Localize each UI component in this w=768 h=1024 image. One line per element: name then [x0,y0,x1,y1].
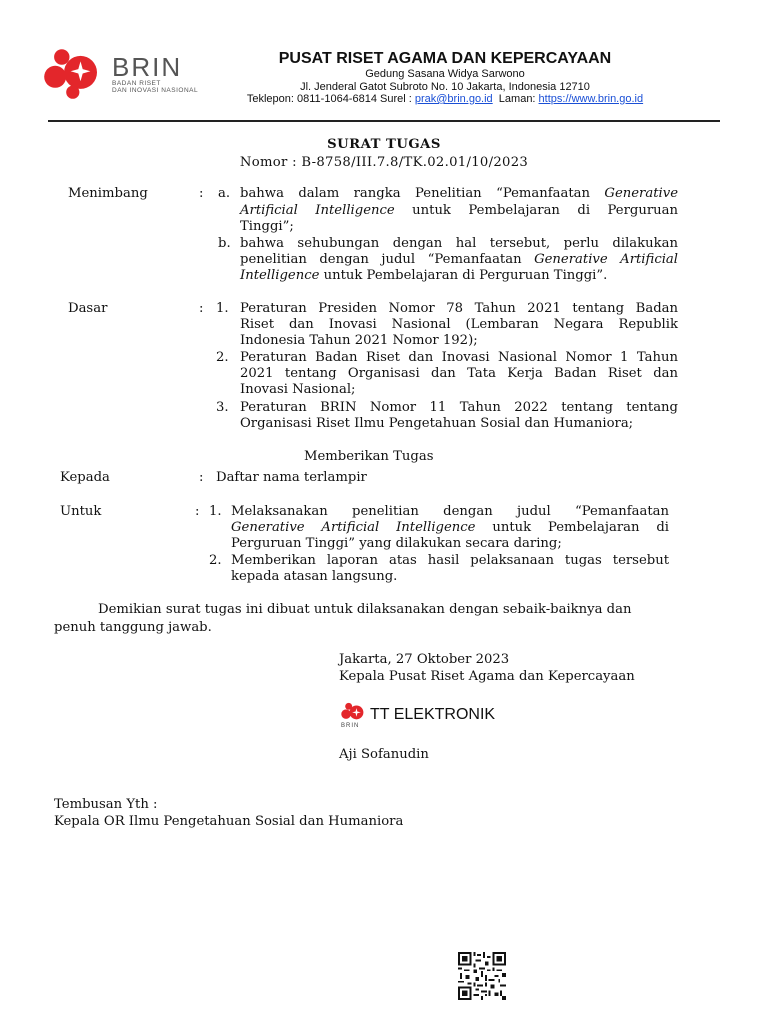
logo-subtitle-line-1: BADAN RISET [112,80,161,87]
web-label: Laman: [492,93,539,105]
dasar-2-line-3: Inovasi Nasional; [240,382,356,397]
text-span: untuk Pembelajaran di [475,520,669,535]
phone-text: Teklepon: 0811-1064-6814 Surel : [246,93,415,105]
dasar-1-line-2: Riset dan Inovasi Nasional (Lembaran Negara Republik [240,317,678,332]
building-name: Gedung Sasana Widya Sarwono [365,68,525,80]
dasar-label: Dasar [68,301,108,316]
menimbang-a-marker: a. [218,186,231,201]
untuk-label: Untuk [60,504,102,519]
signatory-position: Kepala Pusat Riset Agama dan Kepercayaan [339,669,635,684]
dasar-1-line-1: Peraturan Presiden Nomor 78 Tahun 2021 tentang Badan [240,301,678,316]
untuk-1-line-1: Melaksanakan penelitian dengan judul “Pemanfaatan [231,504,669,519]
tte-text: TT ELEKTRONIK [370,706,496,723]
menimbang-a-line-2 [240,203,678,220]
menimbang-b-line-2 [240,252,678,269]
italic-span: Generative Artificial Intelligence [231,520,476,535]
dasar-2-line-1: Peraturan Badan Riset dan Inovasi Nasional Nomor 1 Tahun [240,350,678,365]
italic-span: Generative Artificial [534,252,678,267]
dasar-2-marker: 2. [216,350,229,365]
dasar-3-line-1: Peraturan BRIN Nomor 11 Tahun 2022 tentang tentang [240,400,678,415]
dasar-3-line-2: Organisasi Riset Ilmu Pengetahuan Sosial dan Humaniora; [240,416,634,431]
menimbang-a-line-1 [240,186,678,203]
untuk-2-line-1: Memberikan laporan atas hasil pelaksanaan tugas tersebut [231,553,669,568]
text-span: untuk Pembelajaran di Perguruan [394,203,679,218]
website-link[interactable]: https://www.brin.go.id [538,93,644,105]
text-span: penelitian dengan judul “Pemanfaatan [240,252,535,267]
untuk-2-line-2: kepada atasan langsung. [231,569,398,584]
untuk-2-marker: 2. [209,553,222,568]
menimbang-label: Menimbang [68,186,148,201]
signatory-name: Aji Sofanudin [339,747,429,762]
dasar-3-marker: 3. [216,400,229,415]
menimbang-a-line-3: Tinggi”; [240,219,294,234]
qr-code-icon [458,952,506,1000]
italic-span: Artificial Intelligence [240,203,395,218]
header-divider [48,120,720,122]
organization-name: PUSAT RISET AGAMA DAN KEPERCAYAAN [278,50,612,67]
tte-brin-label: BRIN [341,723,360,729]
untuk-1-line-3: Perguruan Tinggi” yang dilakukan secara daring; [231,536,562,551]
menimbang-b-line-3 [240,268,607,285]
italic-span: Intelligence [240,268,320,283]
text-span: untuk Pembelajaran di Perguruan Tinggi”. [319,268,608,283]
closing-line-1: Demikian surat tugas ini dibuat untuk dilaksanakan dengan sebaik-baiknya dan [98,602,632,617]
address: Jl. Jenderal Gatot Subroto No. 10 Jakarta, Indonesia 12710 [300,81,590,93]
dasar-2-line-2: 2021 tentang Organisasi dan Tata Kerja Badan Riset dan [240,366,678,381]
menimbang-colon: : [199,186,204,201]
letter-number: Nomor : B-8758/III.7.8/TK.02.01/10/2023 [239,155,529,170]
tembusan-label: Tembusan Yth : [54,797,158,812]
logo-wordmark: BRIN [112,52,183,82]
text-span: bahwa dalam rangka Penelitian “Pemanfaatan [240,186,605,201]
tembusan-item: Kepala OR Ilmu Pengetahuan Sosial dan Humaniora [54,814,404,829]
brin-logo-icon [42,46,108,101]
untuk-1-line-2 [231,520,669,537]
place-date: Jakarta, 27 Oktober 2023 [339,652,510,667]
dasar-1-line-3: Indonesia Tahun 2021 Nomor 192); [240,333,478,348]
untuk-colon: : [195,504,200,519]
letter-title: SURAT TUGAS [327,137,441,152]
italic-span: Generative [604,186,678,201]
dasar-colon: : [199,301,204,316]
untuk-1-marker: 1. [209,504,222,519]
menimbang-b-marker: b. [218,236,231,251]
memberikan-tugas-heading: Memberikan Tugas [304,449,434,464]
logo-subtitle-line-2: DAN INOVASI NASIONAL [112,87,199,94]
contact-line [210,93,680,105]
dasar-1-marker: 1. [216,301,229,316]
closing-line-2: penuh tanggung jawab. [54,620,212,635]
email-link[interactable]: prak@brin.go.id [414,93,493,105]
kepada-value: Daftar nama terlampir [216,470,367,485]
menimbang-b-line-1: bahwa sehubungan dengan hal tersebut, perlu dilakukan [240,236,678,251]
logo-subtitle [112,80,198,94]
kepada-colon: : [199,470,204,485]
kepada-label: Kepada [60,470,110,485]
